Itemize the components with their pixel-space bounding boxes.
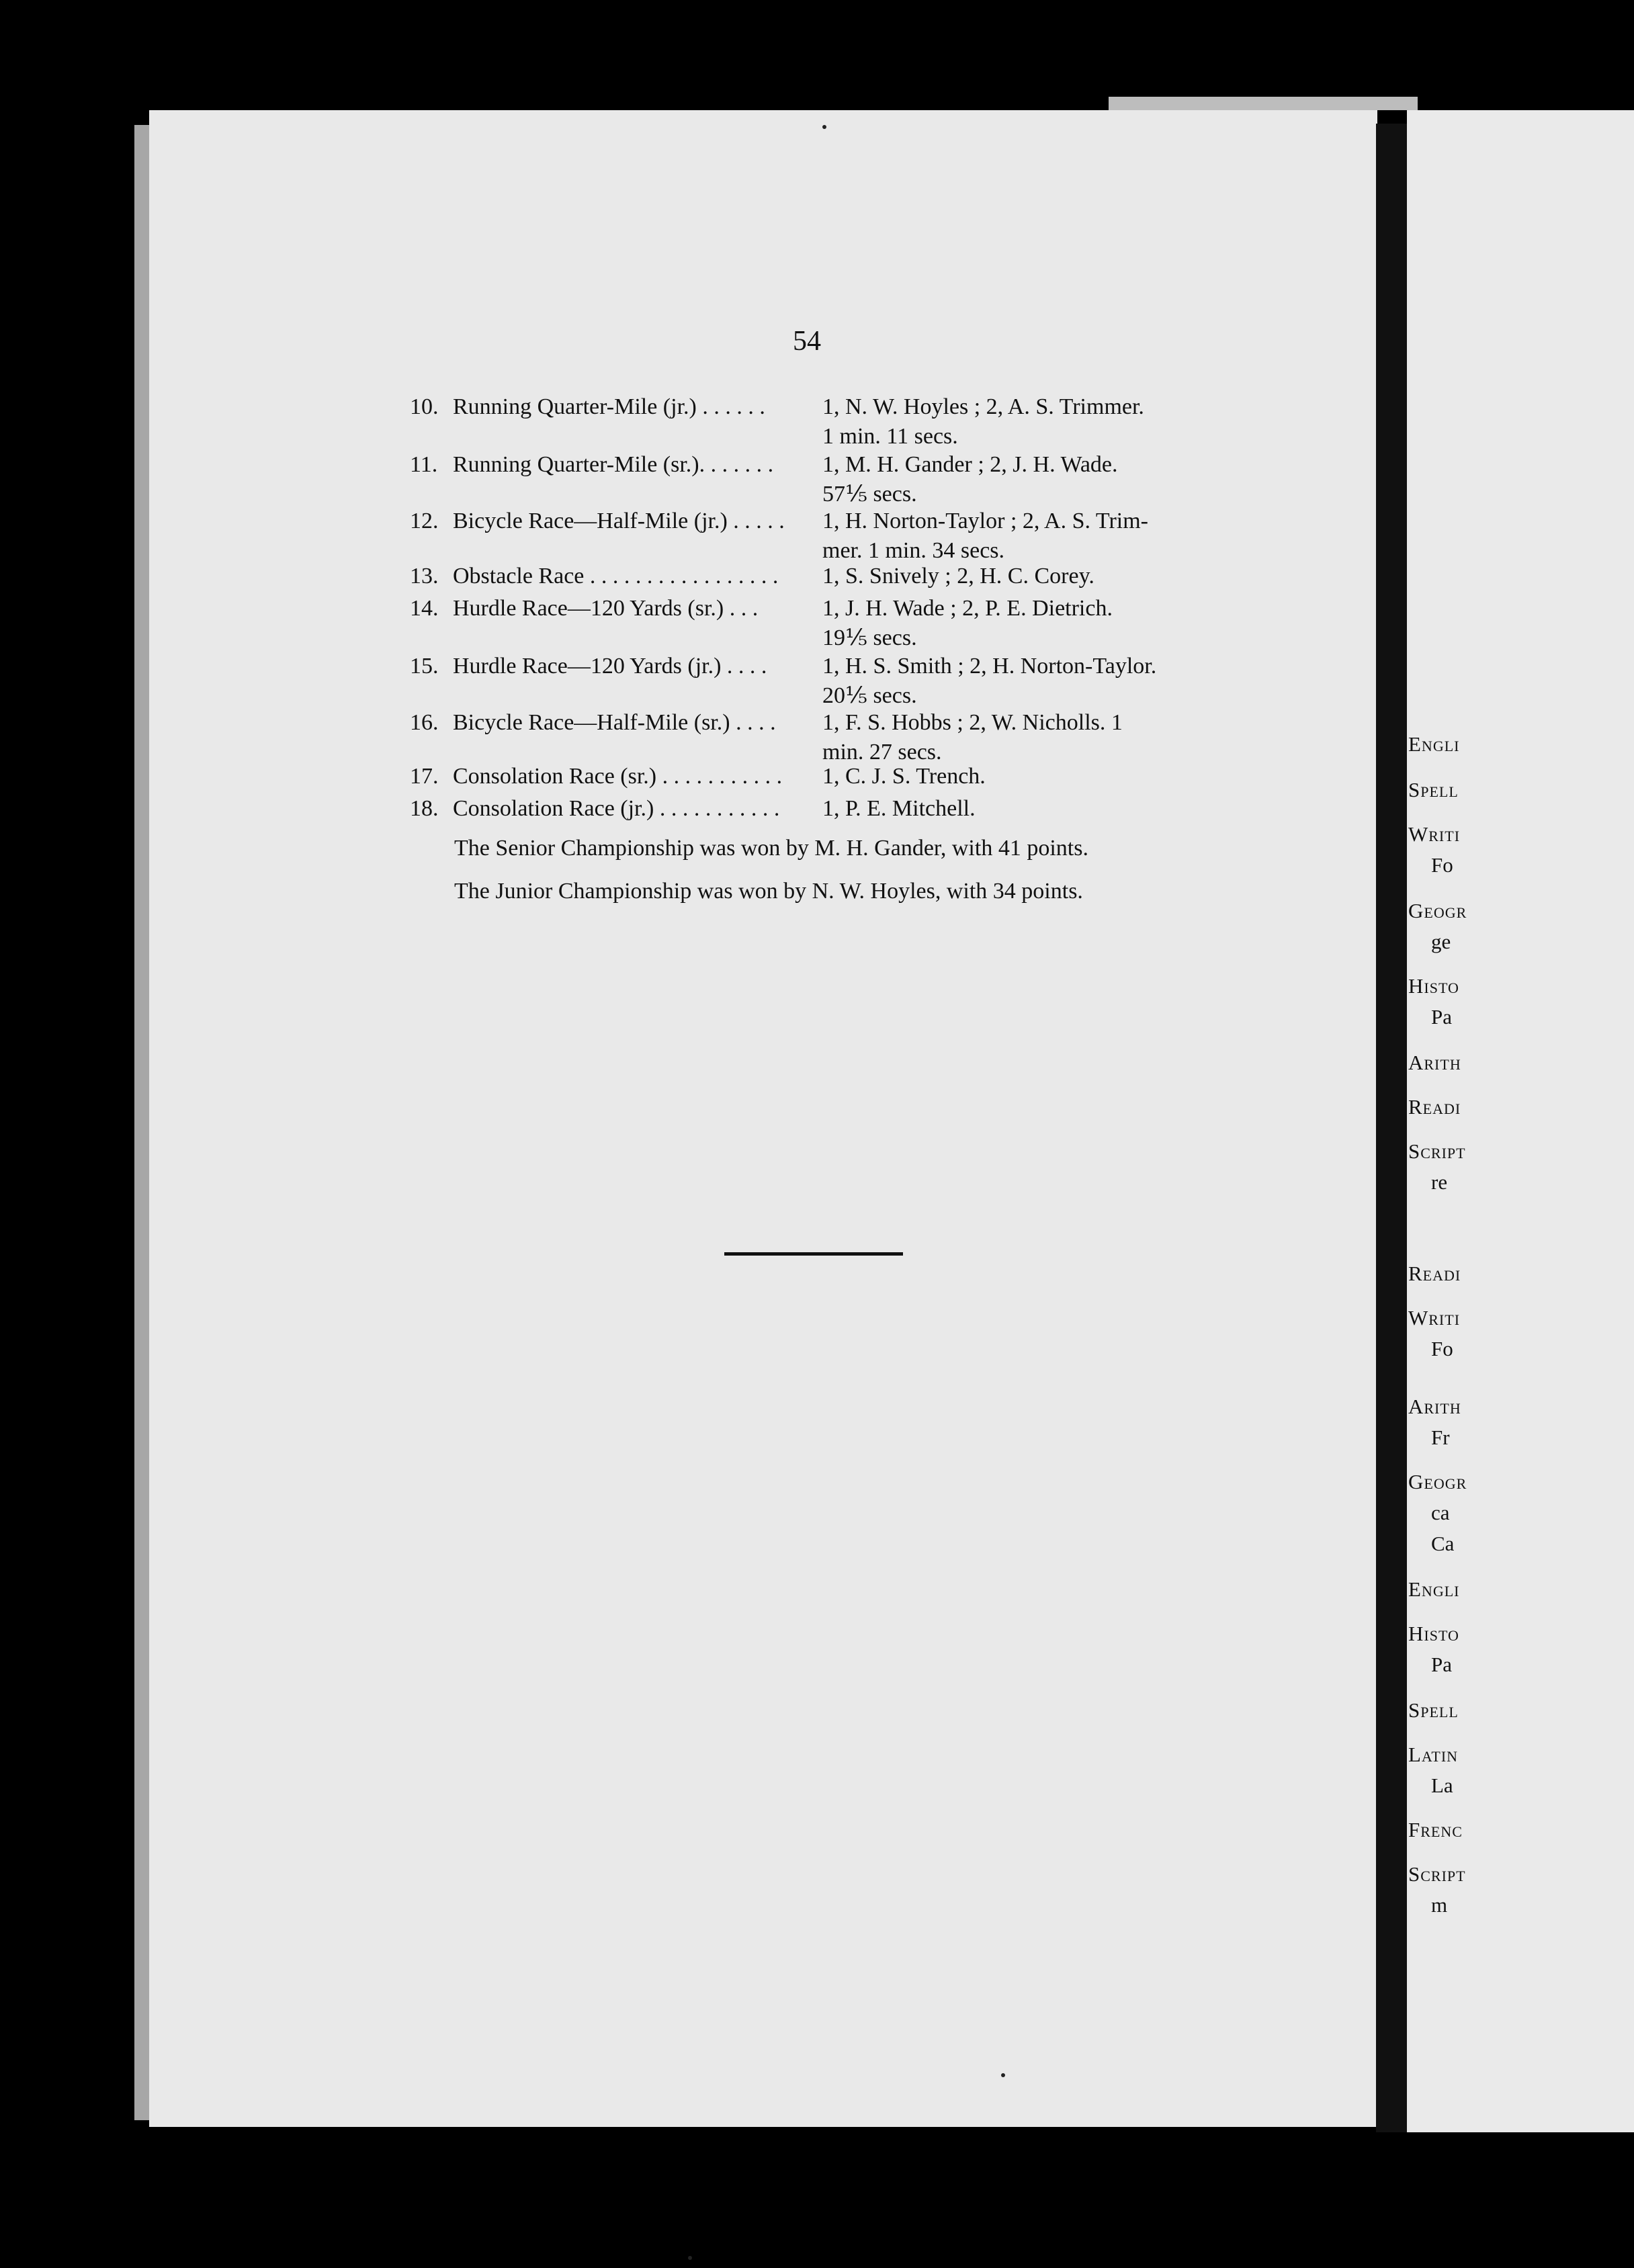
entry-event: Obstacle Race . . . . . . . . . . . . . . . . . (453, 564, 779, 588)
race-entry (410, 708, 1230, 767)
cut-off-subject-heading: Spell (1408, 1698, 1459, 1722)
cut-off-subject-text: Fo (1431, 853, 1453, 877)
cut-off-subject-heading: Spell (1408, 778, 1459, 801)
cut-off-subject-text: re (1431, 1170, 1448, 1194)
speck (822, 125, 826, 129)
entry-event: Hurdle Race—120 Yards (sr.) . . . (453, 596, 759, 621)
cut-off-subject-heading: Readi (1408, 1095, 1461, 1119)
entry-result-line: 1, F. S. Hobbs ; 2, W. Nicholls. 1 (822, 710, 1123, 735)
cut-off-subject-heading: Readi (1408, 1262, 1461, 1285)
entry-number: 10. (410, 394, 439, 419)
race-entry (410, 450, 1230, 509)
speck (1001, 2073, 1005, 2077)
entry-event: Bicycle Race—Half-Mile (sr.) . . . . (453, 710, 776, 735)
senior-championship-line: The Senior Championship was won by M. H. Gander, with 41 points. (454, 836, 1088, 861)
cut-off-subject-text: Pa (1431, 1005, 1452, 1029)
entry-result (822, 708, 1633, 767)
page-number: 54 (793, 326, 821, 357)
entry-result-line: 1, C. J. S. Trench. (822, 764, 986, 789)
entry-result (822, 594, 1633, 653)
entry-event: Running Quarter-Mile (sr.). . . . . . . (453, 452, 774, 477)
entry-result-line: 1, P. E. Mitchell. (822, 796, 976, 821)
race-entry (410, 652, 1230, 711)
entry-result-line: 1 min. 11 secs. (822, 424, 958, 449)
cut-off-subject-heading: Geogr (1408, 899, 1467, 922)
cut-off-subject-heading: Histo (1408, 974, 1459, 998)
cut-off-subject-heading: Frenc (1408, 1818, 1463, 1841)
entry-result (822, 652, 1633, 711)
entry-number: 13. (410, 564, 439, 588)
entry-number: 11. (410, 452, 438, 477)
cut-off-subject-heading: Geogr (1408, 1470, 1467, 1493)
entry-result (822, 392, 1633, 451)
cut-off-subject-text: Fr (1431, 1426, 1450, 1449)
entry-event: Consolation Race (jr.) . . . . . . . . . . . (453, 796, 780, 821)
entry-number: 12. (410, 509, 439, 533)
cut-off-subject-text: Fo (1431, 1337, 1453, 1360)
entry-result-line: 19⅕ secs. (822, 625, 917, 650)
entry-result-line: 1, S. Snively ; 2, H. C. Corey. (822, 564, 1094, 588)
cut-off-subject-heading: Writi (1408, 822, 1461, 846)
race-entry (410, 392, 1230, 451)
entry-result-line: 1, N. W. Hoyles ; 2, A. S. Trimmer. (822, 394, 1144, 419)
entry-event: Consolation Race (sr.) . . . . . . . . . . . (453, 764, 783, 789)
entry-result-line: 1, J. H. Wade ; 2, P. E. Dietrich. (822, 596, 1113, 621)
entry-result-line: min. 27 secs. (822, 740, 942, 765)
entry-result (822, 450, 1633, 509)
entry-event: Bicycle Race—Half-Mile (jr.) . . . . . (453, 509, 785, 533)
junior-championship-line: The Junior Championship was won by N. W. Hoyles, with 34 points. (454, 879, 1083, 904)
entry-result (822, 794, 1633, 824)
speck (688, 2256, 692, 2260)
cut-off-subject-heading: Engli (1408, 732, 1460, 756)
page-top-strip (1109, 97, 1418, 110)
entry-result-line: mer. 1 min. 34 secs. (822, 538, 1005, 563)
cut-off-subject-heading: Arith (1408, 1051, 1461, 1074)
cut-off-subject-heading: Histo (1408, 1622, 1459, 1645)
cut-off-subject-text: ca (1431, 1501, 1450, 1524)
entry-result (822, 762, 1633, 791)
cut-off-subject-text: ge (1431, 930, 1451, 953)
entry-event: Running Quarter-Mile (jr.) . . . . . . (453, 394, 765, 419)
entry-result-line: 1, H. S. Smith ; 2, H. Norton-Taylor. (822, 654, 1157, 679)
cut-off-subject-text: La (1431, 1774, 1453, 1797)
cut-off-subject-heading: Engli (1408, 1577, 1460, 1601)
entry-number: 16. (410, 710, 439, 735)
section-divider-rule (724, 1252, 903, 1256)
cut-off-subject-heading: Writi (1408, 1306, 1461, 1329)
cut-off-subject-text: Pa (1431, 1653, 1452, 1676)
entry-number: 18. (410, 796, 439, 821)
race-entry (410, 507, 1230, 566)
entry-number: 17. (410, 764, 439, 789)
entry-number: 14. (410, 596, 439, 621)
cut-off-subject-heading: Arith (1408, 1395, 1461, 1418)
entry-result (822, 562, 1633, 591)
race-entry (410, 594, 1230, 653)
entry-number: 15. (410, 654, 439, 679)
entry-result-line: 1, M. H. Gander ; 2, J. H. Wade. (822, 452, 1118, 477)
cut-off-subject-heading: Latin (1408, 1743, 1459, 1766)
cut-off-subject-heading: Script (1408, 1139, 1466, 1163)
entry-result-line: 57⅕ secs. (822, 482, 917, 507)
entry-result-line: 20⅕ secs. (822, 683, 917, 708)
cut-off-subject-heading: Script (1408, 1862, 1466, 1886)
entry-result-line: 1, H. Norton-Taylor ; 2, A. S. Trim- (822, 509, 1148, 533)
entry-result (822, 507, 1633, 566)
cut-off-subject-text: m (1431, 1893, 1448, 1917)
cut-off-subject-text: Ca (1431, 1532, 1455, 1555)
entry-event: Hurdle Race—120 Yards (jr.) . . . . (453, 654, 767, 679)
